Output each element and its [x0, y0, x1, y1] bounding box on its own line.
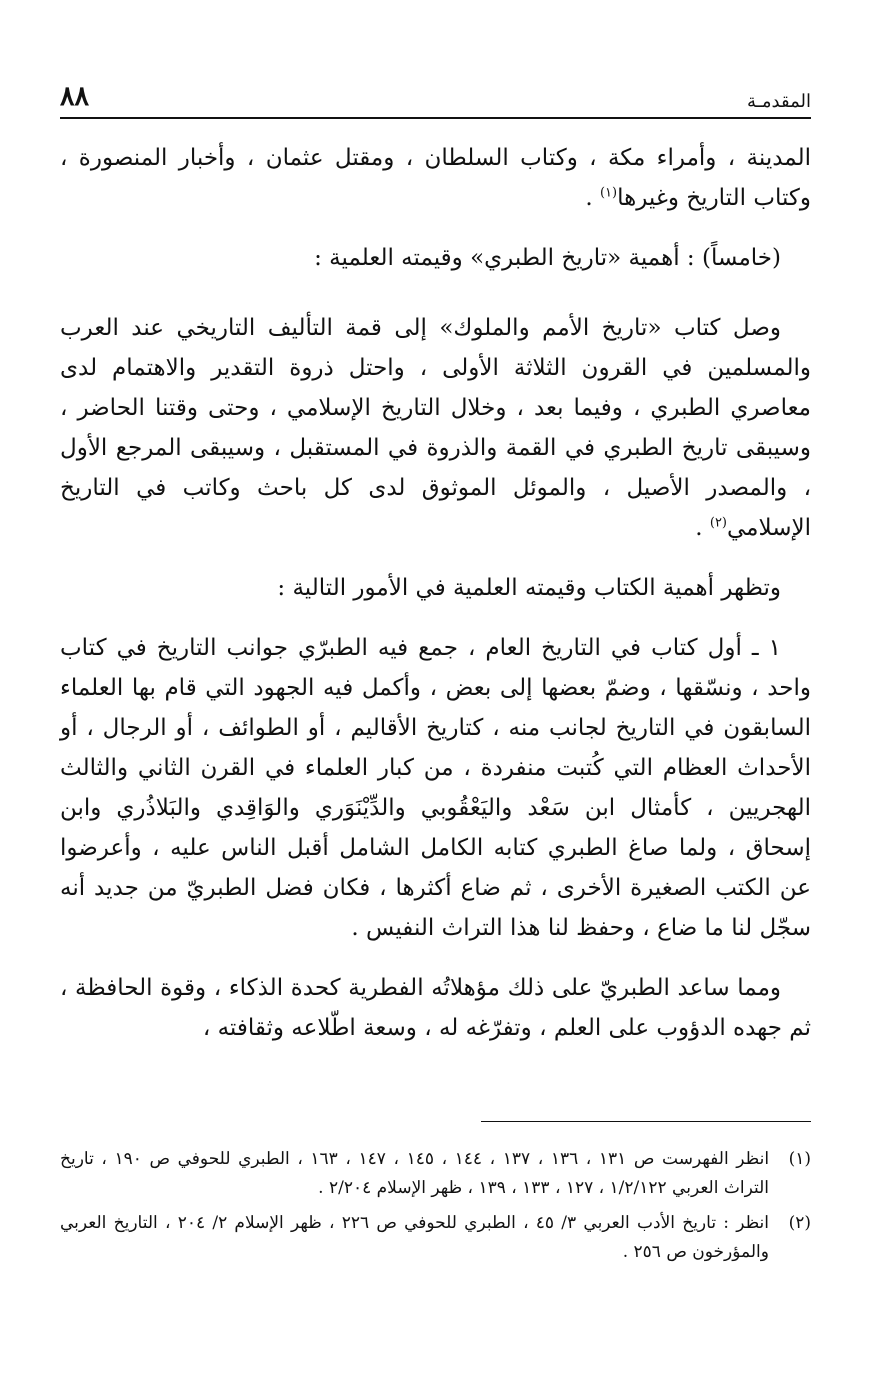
- footnote-number: (١): [788, 1149, 811, 1169]
- paragraph-importance: [60, 308, 811, 548]
- footnote-text: انظر : تاريخ الأدب العربي ٣/ ٤٥ ، الطبري للحوفي ص ٢٢٦ ، ظهر الإسلام ٢/ ٢٠٤ ، التاريخ العربي والمؤرخون ص ٢٥٦ .: [60, 1213, 770, 1262]
- footnotes: [60, 1145, 811, 1273]
- paragraph-text: وصل كتاب «تاريخ الأمم والملوك» إلى قمة التأليف التاريخي عند العرب والمسلمين في القرون الثلاثة الأولى ، واحتل ذروة التقدير والاهتمام لدى معاصري الطبري ، وفيما بعد ، وخلال التاريخ الإسلامي ، وحتى وقتنا الحاضر ، وسيبقى تاريخ الطبري في القمة والذروة في المستقبل ، وسيبقى المرجع الأول ، والمصدر الأصيل ، والموئل الموثوق لدى كل باحث وكاتب في التاريخ الإسلامي: [60, 315, 811, 541]
- page-number: ٨٨: [60, 81, 90, 112]
- footnote-ref-1[interactable]: (١): [599, 185, 618, 201]
- footnote-1: [60, 1145, 811, 1203]
- paragraph-qualifications: ومما ساعد الطبريّ على ذلك مؤهلاتُه الفطرية كحدة الذكاء ، وقوة الحافظة ، ثم جهده الدؤوب على العلم ، وتفرّغه له ، وسعة اطّلاعه وثقافته ،: [60, 975, 811, 1041]
- paragraph-text: المدينة ، وأمراء مكة ، وكتاب السلطان ، ومقتل عثمان ، وأخبار المنصورة ، وكتاب التاريخ وغيرها: [60, 145, 811, 211]
- footnote-ref-2[interactable]: (٢): [709, 515, 727, 531]
- paragraph-end: .: [585, 185, 600, 211]
- section-heading: (خامساً) : أهمية «تاريخ الطبري» وقيمته العلمية :: [314, 245, 781, 271]
- footnote-2: [60, 1209, 811, 1267]
- paragraph-continuation: [60, 138, 811, 218]
- footnote-rule: [481, 1121, 811, 1122]
- running-header: [60, 78, 811, 112]
- main-text: [60, 138, 811, 1048]
- paragraph-intro-list: وتظهر أهمية الكتاب وقيمته العلمية في الأمور التالية :: [277, 575, 781, 601]
- footnote-number: (٢): [788, 1213, 811, 1233]
- running-title: المقدمـة: [746, 91, 811, 112]
- header-rule: [60, 117, 811, 119]
- footnote-text: انظر الفهرست ص ١٣١ ، ١٣٦ ، ١٣٧ ، ١٤٤ ، ١٤٥ ، ١٤٧ ، ١٦٣ ، الطبري للحوفي ص ١٩٠ ، تاريخ التراث العربي ١/٢/١٢٢ ، ١٢٧ ، ١٣٣ ، ١٣٩ ، ظهر الإسلام ٢/٢٠٤ .: [60, 1149, 770, 1198]
- list-item-1: ١ ـ أول كتاب في التاريخ العام ، جمع فيه الطبرّي جوانب التاريخ في كتاب واحد ، ونسّقها ، وضمّ بعضها إلى بعض ، وأكمل فيه الجهود التي قام بها العلماء السابقون في التاريخ لجانب منه ، كتاريخ الأقاليم ، أو الطوائف ، أو الرجال ، أو الأحداث العظام التي كُتبت منفردة ، من كبار العلماء في القرن الثاني والثالث الهجريين ، كأمثال ابن سَعْد واليَعْقُوبي والدِّيْنَوَري والوَاقِدي والبَلاذُري وابن إسحاق ، ولما صاغ الطبري كتابه الكامل الشامل أقبل الناس عليه ، وأعرضوا عن الكتب الصغيرة الأخرى ، ثم ضاع أكثرها ، فكان فضل الطبريّ من جديد أنه سجّل لنا ما ضاع ، وحفظ لنا هذا التراث النفيس .: [60, 635, 811, 941]
- paragraph-end: .: [695, 515, 710, 541]
